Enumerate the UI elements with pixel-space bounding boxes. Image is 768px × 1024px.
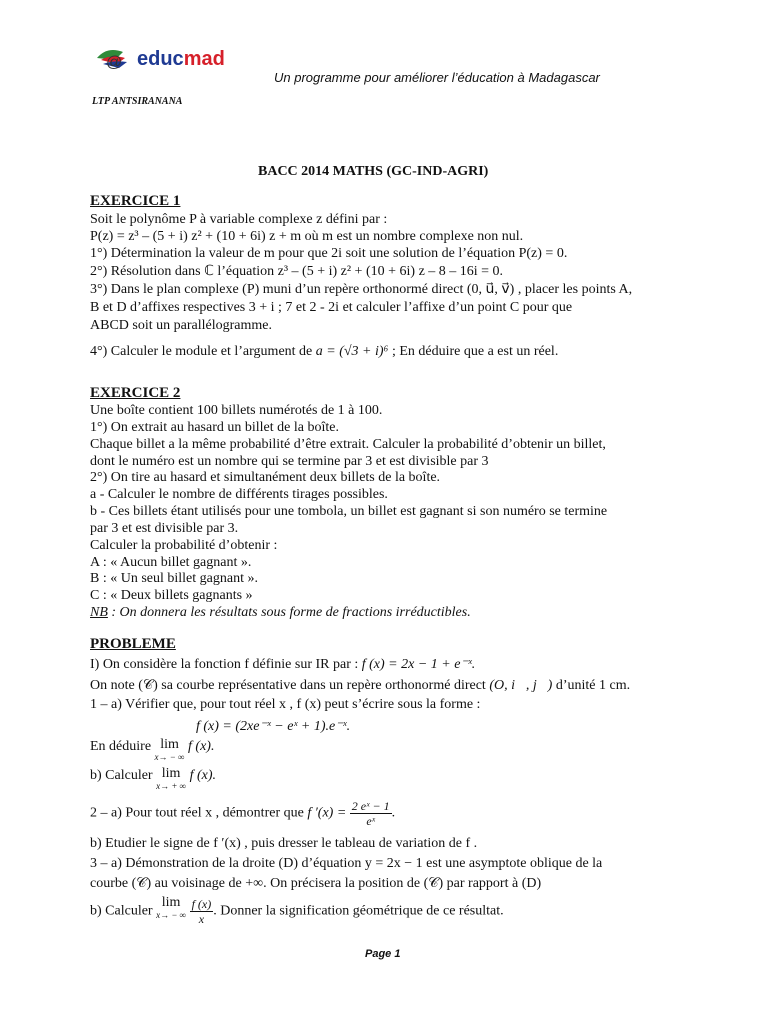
ex2-line-10: A : « Aucun billet gagnant ». bbox=[90, 555, 252, 570]
ex1-line-8-text-2: ; En déduire que a est un réel. bbox=[391, 344, 559, 359]
logo-at-sign: @ bbox=[106, 54, 123, 71]
logo-mad: mad bbox=[183, 48, 225, 70]
exercise-2-heading: EXERCICE 2 bbox=[90, 385, 181, 401]
prob-line-10: courbe (𝒞) au voisinage de +∞. On précisera la position de (𝒞) par rapport à (D) bbox=[90, 876, 542, 891]
prob-line-7-fraction bbox=[350, 799, 392, 828]
fraction-denominator: eˣ bbox=[366, 814, 376, 828]
ex1-line-8-formula: a = (√3 + i)⁶ bbox=[315, 344, 389, 359]
prob-line-3: 1 – a) Vérifier que, pour tout réel x , f (x) peut s’écrire sous la forme : bbox=[90, 697, 481, 712]
limit-subscript: x→ − ∞ bbox=[156, 910, 187, 920]
prob-line-7-text: 2 – a) Pour tout réel x , démontrer que bbox=[90, 805, 304, 821]
prob-line-11-text-2: . Donner la signification géométrique de ce résultat. bbox=[213, 903, 504, 919]
prob-line-1 bbox=[90, 656, 475, 673]
prob-line-4-formula: f (x) = (2xe⁻ˣ − eˣ + 1).e⁻ˣ. bbox=[196, 719, 351, 734]
prob-line-6 bbox=[90, 768, 216, 792]
limit-symbol: lim bbox=[161, 766, 181, 781]
prob-line-7: 2 – a) Pour tout réel x , démontrer que f ′(x) = $\frac{\text{2 eˣ − 1}}{\text{eˣ}}$ . bbox=[90, 799, 396, 828]
prob-line-9: 3 – a) Démonstration de la droite (D) d’équation y = 2x − 1 est une asymptote oblique de la bbox=[90, 856, 603, 871]
ex1-line-5: 3°) Dans le plan complexe (P) muni d’un repère orthonormé direct (0, u⃗, v⃗) , placer les points A, bbox=[90, 282, 633, 297]
prob-line-5-limit bbox=[155, 739, 185, 763]
ex1-line-7: ABCD soit un parallélogramme. bbox=[90, 318, 272, 333]
prob-line-11-text: b) Calculer bbox=[90, 903, 153, 919]
prob-line-2-frame: (O, i⃗, j⃗) bbox=[489, 678, 553, 693]
prob-line-5 bbox=[90, 739, 214, 763]
ex2-line-1: Une boîte contient 100 billets numérotés de 1 à 100. bbox=[90, 403, 383, 418]
exam-title: BACC 2014 MATHS (GC-IND-AGRI) bbox=[258, 164, 489, 179]
prob-line-11-fraction bbox=[190, 897, 214, 926]
prob-line-7-lhs: f ′(x) = bbox=[307, 805, 347, 821]
ex2-note-label: NB bbox=[90, 605, 108, 620]
ex2-line-5: 2°) On tire au hasard et simultanément deux billets de la boîte. bbox=[90, 470, 441, 485]
limit-subscript: x→ + ∞ bbox=[156, 781, 187, 791]
tagline: Un programme pour améliorer l’éducation à Madagascar bbox=[274, 70, 600, 85]
limit-subscript: x→ − ∞ bbox=[154, 752, 185, 762]
ex1-line-1: Soit le polynôme P à variable complexe z défini par : bbox=[90, 212, 388, 227]
ex2-note bbox=[90, 605, 471, 621]
ex2-line-7: b - Ces billets étant utilisés pour une tombola, un billet est gagnant si son numéro se termine bbox=[90, 504, 608, 519]
ex2-line-11: B : « Un seul billet gagnant ». bbox=[90, 571, 258, 586]
prob-line-2 bbox=[90, 678, 630, 694]
ex2-line-3: Chaque billet a la même probabilité d’être extrait. Calculer la probabilité d’obtenir un billet, bbox=[90, 437, 606, 452]
prob-line-2-text-2: d’unité 1 cm. bbox=[555, 678, 631, 693]
ex1-line-4: 2°) Résolution dans ℂ l’équation z³ – (5 + i) z² + (10 + 6i) z – 8 – 16i = 0. bbox=[90, 264, 504, 279]
ex1-line-3: 1°) Détermination la valeur de m pour que 2i soit une solution de l’équation P(z) = 0. bbox=[90, 246, 568, 261]
ex2-line-4: dont le numéro est un nombre qui se termine par 3 et est divisible par 3 bbox=[90, 454, 489, 469]
prob-line-6-formula: f (x). bbox=[189, 768, 217, 783]
prob-line-1-text: I) On considère la fonction f définie sur IR par : bbox=[90, 657, 359, 672]
ex1-line-8-text: 4°) Calculer le module et l’argument de bbox=[90, 344, 313, 359]
prob-line-11-limit bbox=[156, 897, 186, 921]
prob-line-6-limit bbox=[156, 768, 186, 792]
limit-symbol: lim bbox=[161, 895, 181, 910]
page-number: Page 1 bbox=[365, 948, 401, 960]
ex1-line-2: P(z) = z³ – (5 + i) z² + (10 + 6i) z + m où m est un nombre complexe non nul. bbox=[90, 229, 524, 244]
ex2-line-12: C : « Deux billets gagnants » bbox=[90, 588, 253, 603]
probleme-heading: PROBLEME bbox=[90, 636, 176, 652]
prob-line-1-formula: f (x) = 2x − 1 + e⁻ˣ. bbox=[361, 657, 476, 672]
prob-line-2-text: On note (𝒞) sa courbe représentative dans un repère orthonormé direct bbox=[90, 678, 486, 693]
school-name: LTP ANTSIRANANA bbox=[92, 96, 183, 107]
ex1-line-6: B et D d’affixes respectives 3 + i ; 7 et 2 - 2i et calculer l’affixe d’un point C pour que bbox=[90, 300, 573, 315]
logo-edu: educ bbox=[137, 48, 184, 70]
logo-wordmark bbox=[137, 48, 225, 71]
ex1-line-8 bbox=[90, 344, 558, 360]
prob-line-5-text: En déduire bbox=[90, 739, 152, 754]
prob-line-8: b) Etudier le signe de f ′(x) , puis dresser le tableau de variation de f . bbox=[90, 836, 478, 851]
ex2-note-text: : On donnera les résultats sous forme de fractions irréductibles. bbox=[107, 605, 471, 620]
ex2-line-9: Calculer la probabilité d’obtenir : bbox=[90, 538, 278, 553]
fraction-numerator: 2 eˣ − 1 bbox=[351, 799, 390, 813]
exercise-1-heading: EXERCICE 1 bbox=[90, 193, 181, 209]
prob-line-6-text: b) Calculer bbox=[90, 768, 153, 783]
ex2-line-2: 1°) On extrait au hasard un billet de la boîte. bbox=[90, 420, 339, 435]
ex2-line-8: par 3 et est divisible par 3. bbox=[90, 521, 239, 536]
prob-line-11 bbox=[90, 897, 504, 926]
fraction-numerator: f (x) bbox=[191, 897, 212, 911]
limit-symbol: lim bbox=[160, 737, 179, 752]
prob-line-5-formula: f (x). bbox=[188, 739, 215, 754]
ex2-line-6: a - Calculer le nombre de différents tirages possibles. bbox=[90, 487, 388, 502]
fraction-denominator: x bbox=[198, 912, 205, 926]
